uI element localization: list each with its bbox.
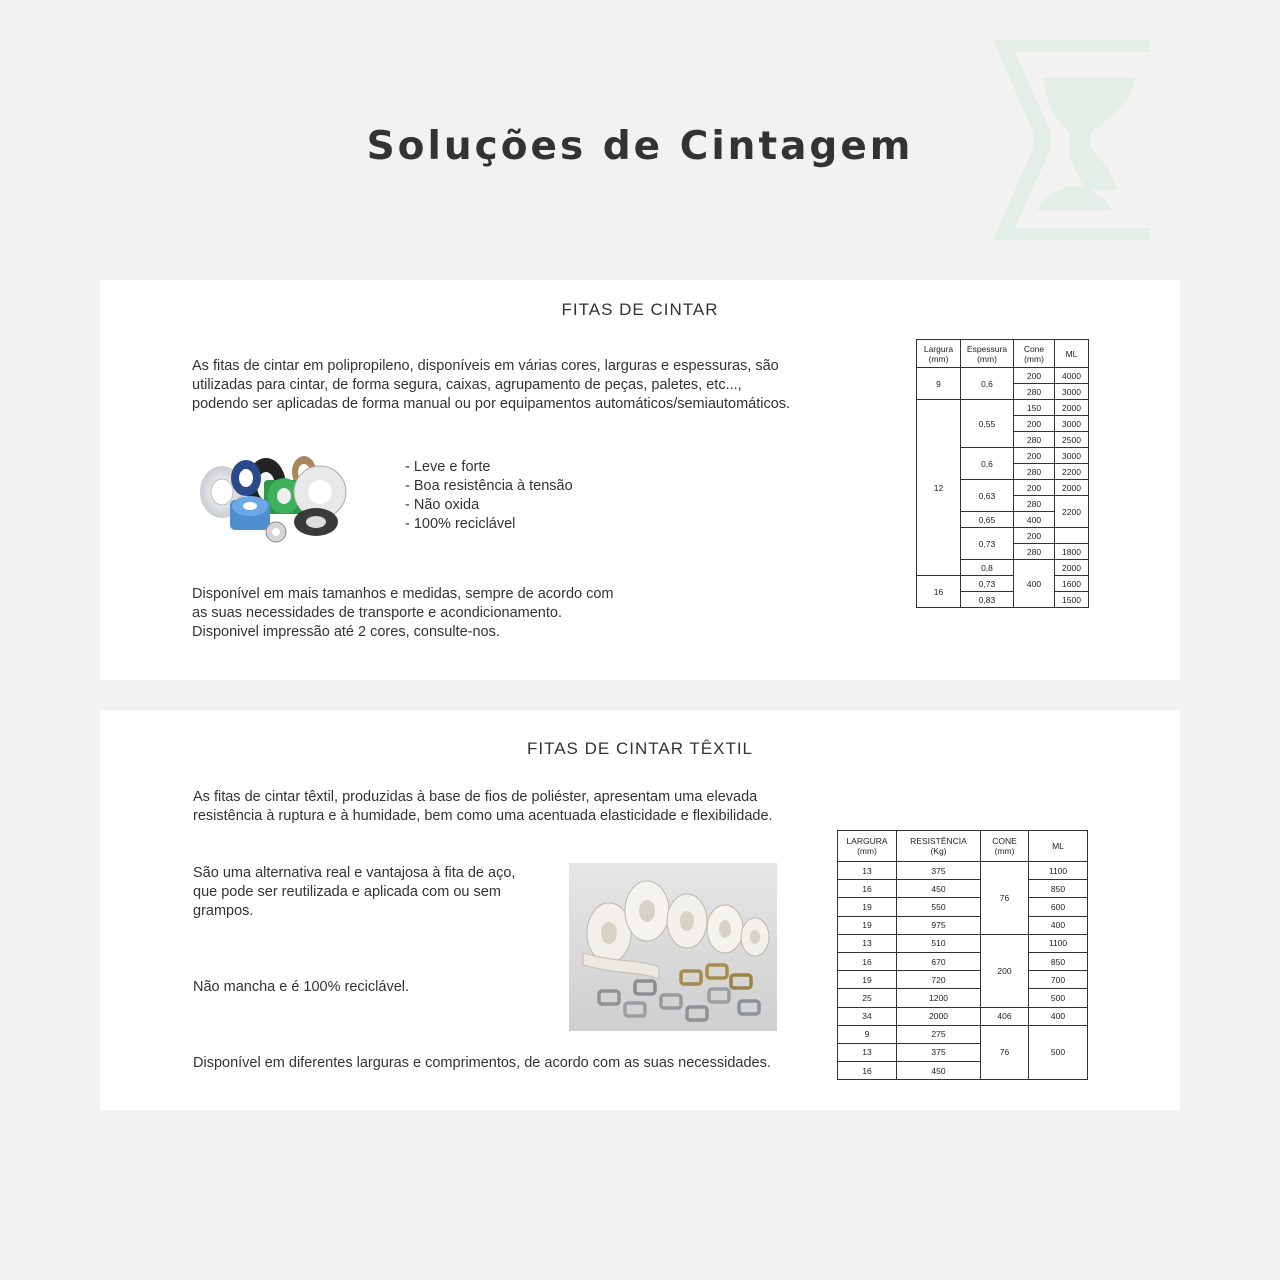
cell-ml: 2500: [1055, 432, 1089, 448]
cell-resistencia: 550: [897, 898, 981, 916]
table-header: RESISTÊNCIA (Kg): [897, 831, 981, 862]
table-header: Espessura (mm): [961, 340, 1014, 368]
strapping-coils-image: [194, 450, 356, 550]
cell-ml: 1600: [1055, 576, 1089, 592]
cell-ml: 2000: [1055, 560, 1089, 576]
alt-line: que pode ser reutilizada e aplicada com ou sem: [193, 884, 501, 900]
intro-line: podendo ser aplicadas de forma manual ou por equipamentos automáticos/semiautomáticos.: [192, 396, 791, 412]
cell-ml: 2000: [1055, 480, 1089, 496]
cell-espessura: 0,65: [961, 512, 1014, 528]
intro-line: As fitas de cintar em polipropileno, disponíveis em várias cores, larguras e espessuras, são: [192, 358, 779, 374]
alt-line: grampos.: [193, 903, 254, 919]
textile-straps-image: [569, 863, 777, 1031]
cell-ml: 400: [1029, 916, 1088, 934]
cell-resistencia: 375: [897, 862, 981, 880]
cell-espessura: 0,83: [961, 592, 1014, 608]
cell-cone: 150: [1014, 400, 1055, 416]
textile-strap-section: [100, 710, 1180, 1110]
cell-largura: 19: [838, 971, 897, 989]
availability-text: [192, 585, 752, 642]
textile-strap-spec-table: [837, 830, 1088, 1080]
intro-text: [193, 788, 833, 826]
cell-resistencia: 510: [897, 934, 981, 952]
intro-line: As fitas de cintar têxtil, produzidas à base de fios de poliéster, apresentam uma elevada: [193, 789, 758, 805]
cell-cone: 76: [981, 1025, 1029, 1080]
cell-ml: 700: [1029, 971, 1088, 989]
table-header: Cone (mm): [1014, 340, 1055, 368]
stain-text: Não mancha e é 100% reciclável.: [193, 979, 410, 995]
cell-espessura: 0,55: [961, 400, 1014, 448]
cell-resistencia: 450: [897, 1062, 981, 1080]
cell-largura: 16: [838, 1062, 897, 1080]
cell-largura: 16: [838, 880, 897, 898]
cell-resistencia: 720: [897, 971, 981, 989]
cell-ml: 3000: [1055, 416, 1089, 432]
cell-cone: 76: [981, 862, 1029, 935]
cell-ml: 2000: [1055, 400, 1089, 416]
cell-resistencia: 1200: [897, 989, 981, 1007]
outro-line: Disponivel impressão até 2 cores, consulte-nos.: [192, 624, 500, 640]
cell-largura: 13: [838, 1043, 897, 1061]
features-list: [405, 458, 665, 534]
cell-resistencia: 450: [897, 880, 981, 898]
cell-largura: 13: [838, 934, 897, 952]
cell-largura: 16: [838, 952, 897, 970]
cell-cone: 280: [1014, 464, 1055, 480]
section-title: FITAS DE CINTAR: [561, 300, 719, 319]
cell-cone: 280: [1014, 544, 1055, 560]
cell-cone: 200: [1014, 448, 1055, 464]
cell-cone: 400: [1014, 512, 1055, 528]
cell-ml: 500: [1029, 989, 1088, 1007]
cell-cone: 280: [1014, 432, 1055, 448]
cell-espessura: 0,6: [961, 448, 1014, 480]
cell-cone: 280: [1014, 384, 1055, 400]
cell-ml: 500: [1029, 1025, 1088, 1080]
cell-largura: 16: [917, 576, 961, 608]
cell-ml: 2200: [1055, 464, 1089, 480]
strapping-tape-section: [100, 280, 1180, 680]
outro-line: as suas necessidades de transporte e acondicionamento.: [192, 605, 562, 621]
cell-ml: 850: [1029, 880, 1088, 898]
cell-espessura: 0,8: [961, 560, 1014, 576]
cell-resistencia: 275: [897, 1025, 981, 1043]
table-header: Largura (mm): [917, 340, 961, 368]
cell-ml: 600: [1029, 898, 1088, 916]
cell-ml: 400: [1029, 1007, 1088, 1025]
cell-espessura: 0,73: [961, 528, 1014, 560]
cell-cone: 200: [1014, 416, 1055, 432]
availability-text: Disponível em diferentes larguras e comprimentos, de acordo com as suas necessidades.: [193, 1055, 771, 1071]
cell-largura: 19: [838, 916, 897, 934]
table-header: LARGURA (mm): [838, 831, 897, 862]
table-header: ML: [1029, 831, 1088, 862]
cell-espessura: 0,63: [961, 480, 1014, 512]
cell-cone: 280: [1014, 496, 1055, 512]
cell-ml: 2200: [1055, 496, 1089, 528]
cell-ml: 1800: [1055, 544, 1089, 560]
cell-largura: 34: [838, 1007, 897, 1025]
cell-resistencia: 975: [897, 916, 981, 934]
cell-cone: 200: [1014, 480, 1055, 496]
cell-ml: 3000: [1055, 448, 1089, 464]
cell-ml: 3000: [1055, 384, 1089, 400]
feature-item: - Boa resistência à tensão: [405, 478, 573, 494]
cell-cone: 400: [1014, 560, 1055, 608]
cell-largura: 19: [838, 898, 897, 916]
table-header: CONE (mm): [981, 831, 1029, 862]
feature-item: - 100% reciclável: [405, 516, 516, 532]
cell-espessura: 0,73: [961, 576, 1014, 592]
cell-cone: 200: [1014, 528, 1055, 544]
alt-line: São uma alternativa real e vantajosa à fita de aço,: [193, 865, 516, 881]
cell-resistencia: 670: [897, 952, 981, 970]
intro-line: utilizadas para cintar, de forma segura, caixas, agrupamento de peças, paletes, etc...,: [192, 377, 742, 393]
cell-cone: 406: [981, 1007, 1029, 1025]
page-title: Soluções de Cintagem: [366, 124, 914, 169]
section-title: FITAS DE CINTAR TÊXTIL: [526, 739, 754, 758]
cell-resistencia: 2000: [897, 1007, 981, 1025]
cell-largura: 13: [838, 862, 897, 880]
pp-strap-spec-table: [916, 339, 1089, 608]
table-header: ML: [1055, 340, 1089, 368]
alternative-text: [193, 864, 553, 921]
cell-ml: 1100: [1029, 934, 1088, 952]
feature-item: - Não oxida: [405, 497, 480, 513]
feature-item: - Leve e forte: [405, 459, 491, 475]
cell-largura: 9: [838, 1025, 897, 1043]
cell-cone: 200: [1014, 368, 1055, 384]
cell-ml: 1500: [1055, 592, 1089, 608]
cell-ml: 1100: [1029, 862, 1088, 880]
cell-espessura: 0,6: [961, 368, 1014, 400]
cell-largura: 25: [838, 989, 897, 1007]
intro-line: resistência à ruptura e à humidade, bem como uma acentuada elasticidade e flexibilidade.: [193, 808, 773, 824]
cell-cone: 200: [981, 934, 1029, 1007]
cell-largura: 9: [917, 368, 961, 400]
cell-ml: 4000: [1055, 368, 1089, 384]
cell-resistencia: 375: [897, 1043, 981, 1061]
intro-text: [192, 357, 872, 414]
outro-line: Disponível em mais tamanhos e medidas, sempre de acordo com: [192, 586, 614, 602]
cell-largura: 12: [917, 400, 961, 576]
cell-ml: 850: [1029, 952, 1088, 970]
